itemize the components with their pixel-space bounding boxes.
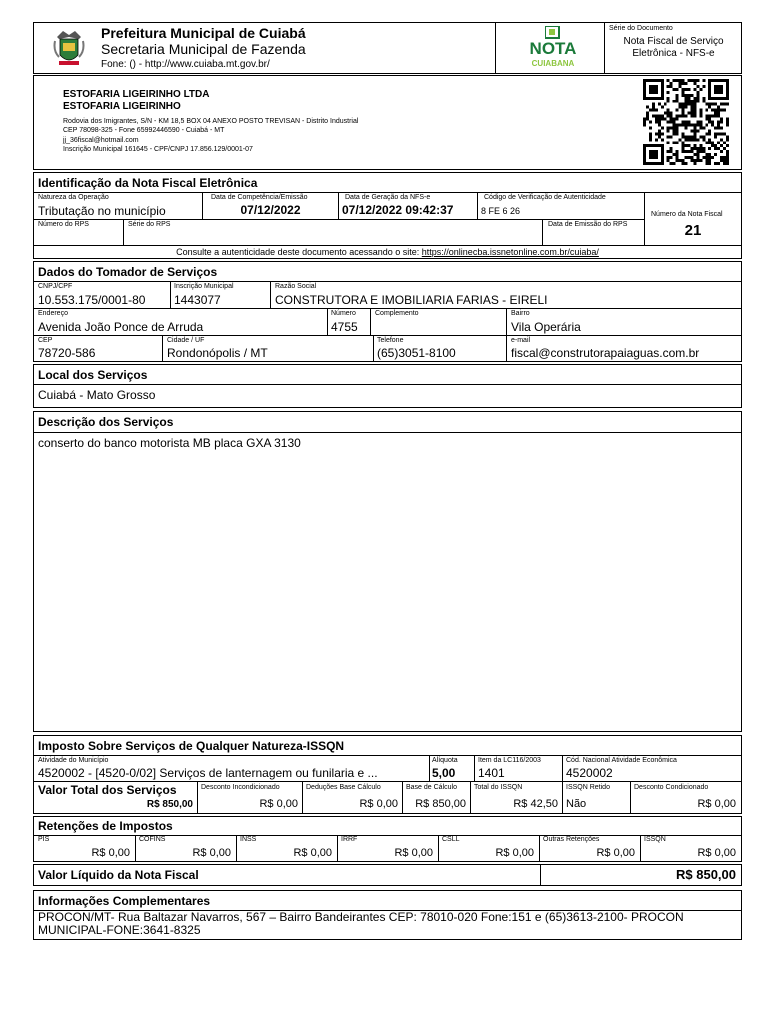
tomador-title: Dados do Tomador de Serviços [38,265,218,279]
logo-mark-icon [545,26,561,40]
tomador-complemento-label: Complemento [375,310,419,317]
retencao-label: CSLL [442,836,460,843]
item-lc-label: Item da LC116/2003 [478,757,541,764]
desc-cond-label: Desconto Condicionado [634,784,709,791]
tomador-cnpj-label: CNPJ/CPF [38,283,73,290]
tomador-bairro-value: Vila Operária [511,320,581,334]
retencao-label: PIS [38,836,50,843]
coat-of-arms-icon [53,27,85,71]
base-calculo-label: Base de Cálculo [406,784,457,791]
consulte-text: Consulte a autenticidade deste documento acessando o site: [176,247,420,257]
desc-cond-value: R$ 0,00 [697,798,736,810]
prestador-fantasia: ESTOFARIA LIGEIRINHO [63,101,181,112]
retencao-value: R$ 0,00 [495,847,534,859]
tomador-im-label: Inscrição Municipal [174,283,234,290]
cod-nacional-label: Cód. Nacional Atividade Econômica [566,757,677,764]
prestador-email: jj_36fiscal@hotmail.com [63,137,139,144]
prefeitura-fone: Fone: () - http://www.cuiaba.mt.gov.br/ [101,59,270,70]
tomador-cnpj-value: 10.553.175/0001-80 [38,293,146,307]
tomador-telefone-value: (65)3051-8100 [377,346,456,360]
prestador-box [33,75,742,170]
aliquota-label: Alíquota [432,757,458,764]
tomador-box [33,261,742,362]
liquido-label: Valor Líquido da Nota Fiscal [38,868,199,882]
tomador-razao-value: CONSTRUTORA E IMOBILIARIA FARIAS - EIRELI [275,293,548,307]
cod-nacional-value: 4520002 [566,766,613,780]
prestador-razao: ESTOFARIA LIGEIRINHO LTDA [63,89,210,100]
serie-documento-line2: Eletrônica - NFS-e [632,48,715,59]
serie-rps-label: Série do RPS [128,221,171,228]
retencao-label: COFINS [139,836,166,843]
retencao-value: R$ 0,00 [91,847,130,859]
tomador-razao-label: Razão Social [275,283,317,290]
geracao-label: Data de Geração da NFS-e [345,194,431,201]
tomador-endereco-label: Endereço [38,310,68,317]
tomador-numero-label: Número [331,310,356,317]
tomador-email-value: fiscal@construtorapaiaguas.com.br [511,346,700,360]
geracao-value: 07/12/2022 09:42:37 [342,203,454,217]
numero-nota-value: 21 [684,222,702,239]
retencoes-title: Retenções de Impostos [38,819,173,833]
consulte-link[interactable]: https://onlinecba.issnetonline.com.br/cuiaba/ [421,247,599,257]
tomador-bairro-label: Bairro [511,310,530,317]
liquido-box [33,864,742,886]
serie-documento-label: Série do Documento [609,25,673,32]
retencao-value: R$ 0,00 [596,847,635,859]
tomador-telefone-label: Telefone [377,337,404,344]
natureza-value: Tributação no município [38,204,166,218]
tomador-numero-value: 4755 [331,320,358,334]
prefeitura-title: Prefeitura Municipal de Cuiabá [101,25,306,41]
serie-documento-line1: Nota Fiscal de Serviço [623,36,724,47]
tomador-cep-value: 78720-586 [38,346,96,360]
prestador-endereco: Rodovia dos Imigrantes, S/N - KM 18,5 BOX 04 ANEXO POSTO TREVISAN - Distrito Industrial [63,118,359,125]
desc-incond-value: R$ 0,00 [259,798,298,810]
numero-nota-label: Número da Nota Fiscal [651,211,723,218]
identificacao-title: Identificação da Nota Fiscal Eletrônica [38,176,258,190]
identificacao-box [33,172,742,259]
competencia-value: 07/12/2022 [240,203,301,217]
nota-cuiabana-logo [518,26,588,72]
tomador-cep-label: CEP [38,337,53,344]
issqn-title: Imposto Sobre Serviços de Qualquer Natureza-ISSQN [38,739,345,753]
issqn-retido-label: ISSQN Retido [566,784,610,791]
prestador-inscricao: Inscrição Municipal 161645 - CPF/CNPJ 17.856.129/0001-07 [63,146,253,153]
liquido-value: R$ 850,00 [676,867,736,882]
retencao-value: R$ 0,00 [394,847,433,859]
prestador-cep-fone: CEP 78098-325 - Fone 65992446590 - Cuiabá - MT [63,127,225,134]
item-lc-value: 1401 [478,766,505,780]
codigo-value: 8 FE 6 26 [481,206,521,216]
descricao-box [33,411,742,732]
tomador-email-label: e-mail [511,337,531,344]
secretaria-title: Secretaria Municipal de Fazenda [101,41,306,57]
retencao-label: IRRF [341,836,358,843]
informacoes-value: PROCON/MT- Rua Baltazar Navarros, 567 – Bairro Bandeirantes CEP: 78010-020 Fone:151 e (65)3613-2100- PROCON MUNICIPAL-FONE:3641-8325 [38,910,684,937]
qr-code-icon [641,79,731,165]
local-value: Cuiabá - Mato Grosso [38,388,156,402]
deducoes-label: Deduções Base Cálculo [306,784,381,791]
retencao-label: ISSQN [644,836,666,843]
informacoes-box [33,890,742,940]
descricao-title: Descrição dos Serviços [38,415,174,429]
codigo-label: Código de Verificação de Autenticidade [484,194,606,201]
numero-rps-label: Número do RPS [38,221,89,228]
tomador-cidade-label: Cidade / UF [167,337,205,344]
base-calculo-value: R$ 850,00 [415,798,466,810]
retencao-value: R$ 0,00 [192,847,231,859]
retencao-value: R$ 0,00 [293,847,332,859]
tomador-cidade-value: Rondonópolis / MT [167,346,268,360]
consulte-line [34,246,741,258]
retencoes-box [33,816,742,862]
descricao-value: conserto do banco motorista MB placa GXA 3130 [38,436,301,450]
competencia-label: Data de Competência/Emissão [211,194,308,201]
issqn-box [33,735,742,814]
valor-total-label: Valor Total dos Serviços [38,783,177,797]
tomador-im-value: 1443077 [174,293,221,307]
desc-incond-label: Desconto Incondicionado [201,784,280,791]
header-box [33,22,742,74]
total-issqn-label: Total do ISSQN [474,784,523,791]
atividade-label: Atividade do Município [38,757,109,764]
tomador-endereco-value: Avenida João Ponce de Arruda [38,320,204,334]
logo-nota-text: NOTA [529,39,577,58]
atividade-value: 4520002 - [4520-0/02] Serviços de lanternagem ou funilaria e ... [38,766,378,780]
data-rps-label: Data de Emissão do RPS [548,221,628,228]
retencao-label: Outras Retenções [543,836,600,843]
aliquota-value: 5,00 [432,766,456,780]
logo-cuiabana-text: CUIABANA [531,59,575,68]
deducoes-value: R$ 0,00 [359,798,398,810]
issqn-retido-value: Não [566,798,587,810]
local-box [33,364,742,408]
retencao-value: R$ 0,00 [697,847,736,859]
total-issqn-value: R$ 42,50 [513,798,558,810]
natureza-label: Natureza da Operação [38,194,109,201]
informacoes-title: Informações Complementares [38,894,211,908]
local-title: Local dos Serviços [38,368,148,382]
valor-total-value: R$ 850,00 [146,799,193,810]
retencao-label: INSS [240,836,257,843]
